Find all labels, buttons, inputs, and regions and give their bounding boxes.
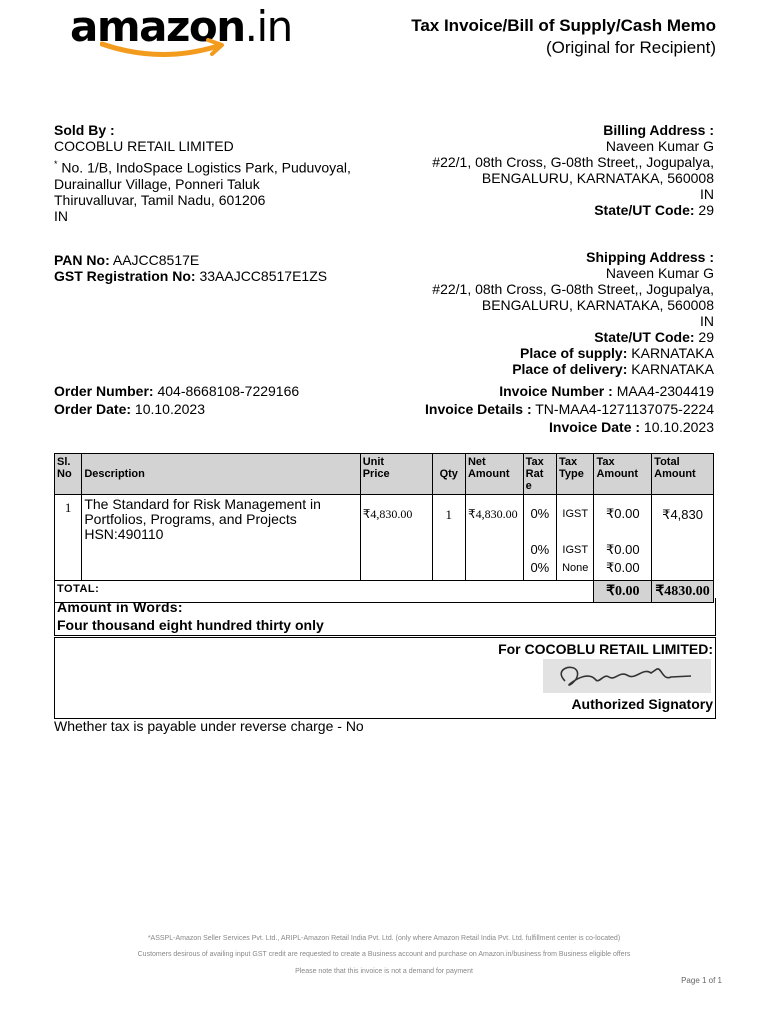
- row-description: The Standard for Risk Management in Portfolios, Programs, and Projects HSN:490110: [82, 495, 360, 581]
- col-unit-price: Unit Price: [360, 454, 432, 495]
- tax-ids: [54, 252, 327, 284]
- total-amount: ₹4830.00: [652, 581, 714, 603]
- order-number: 404-8668108-7229166: [157, 383, 300, 399]
- shipping-name: Naveen Kumar G: [605, 265, 714, 281]
- billing-label: Billing Address :: [603, 122, 714, 138]
- billing-name: Naveen Kumar G: [605, 138, 714, 154]
- billing-line: #22/1, 08th Cross, G-08th Street,, Jogupalya,: [432, 154, 714, 170]
- billing-state-code: 29: [698, 202, 714, 218]
- for-company: For COCOBLU RETAIL LIMITED:: [498, 641, 713, 657]
- total-label: TOTAL:: [55, 581, 594, 603]
- billing-line: BENGALURU, KARNATAKA, 560008: [481, 170, 714, 186]
- invoice-number: MAA4-2304419: [616, 383, 714, 399]
- invoice-date-label: Invoice Date :: [549, 419, 641, 435]
- footer-line-1: *ASSPL-Amazon Seller Services Pvt. Ltd., ARIPL-Amazon Retail India Pvt. Ltd. (only where Amazon Retail India Pvt. Ltd. fulfillment center is co-located): [147, 935, 621, 942]
- table-row: [55, 495, 714, 581]
- row-net-amount: ₹4,830.00: [465, 495, 523, 581]
- shipping-line: IN: [700, 313, 714, 329]
- col-tax-amount: Tax Amount: [594, 454, 652, 495]
- col-net-amount: Net Amount: [465, 454, 523, 495]
- items-table: [54, 453, 714, 603]
- order-number-label: Order Number:: [54, 383, 154, 399]
- seller-name: COCOBLU RETAIL LIMITED: [54, 138, 234, 154]
- amount-in-words-value: Four thousand eight hundred thirty only: [57, 617, 324, 633]
- asterisk: *: [54, 159, 58, 169]
- col-tax-rate: Tax Rat e: [523, 454, 556, 495]
- total-tax: ₹0.00: [594, 581, 652, 603]
- logo-brand: amazon: [70, 2, 245, 51]
- order-date: 10.10.2023: [134, 401, 205, 417]
- place-of-delivery: KARNATAKA: [631, 361, 714, 377]
- invoice-details-label: Invoice Details :: [425, 401, 532, 417]
- invoice-title: Tax Invoice/Bill of Supply/Cash Memo: [411, 16, 716, 35]
- col-sl: Sl. No: [55, 454, 82, 495]
- reverse-charge-note: Whether tax is payable under reverse charge - No: [54, 718, 364, 734]
- row-tax-rates: 0% 0% 0%: [523, 495, 556, 581]
- gst-label: GST Registration No:: [54, 268, 196, 284]
- seller-address-line: Durainallur Village, Ponneri Taluk: [54, 175, 260, 192]
- footer-line-3: Please note that this invoice is not a demand for payment: [295, 968, 473, 975]
- amount-in-words-box: [54, 598, 716, 636]
- sold-by-label: Sold By :: [54, 122, 115, 138]
- seller-block: [54, 122, 351, 224]
- shipping-line: #22/1, 08th Cross, G-08th Street,, Jogupalya,: [432, 281, 714, 297]
- amount-in-words-label: Amount in Words:: [57, 599, 183, 615]
- row-unit-price: ₹4,830.00: [360, 495, 432, 581]
- row-tax-types: IGST IGST None: [557, 495, 594, 581]
- col-tax-type: Tax Type: [557, 454, 594, 495]
- shipping-state-code: 29: [698, 329, 714, 345]
- gst-value: 33AAJCC8517E1ZS: [199, 268, 328, 284]
- order-block: [54, 382, 299, 418]
- seller-address-line: Thiruvalluvar, Tamil Nadu, 601206: [54, 191, 266, 208]
- shipping-state-label: State/UT Code:: [594, 329, 695, 345]
- place-of-supply: KARNATAKA: [631, 345, 714, 361]
- place-of-delivery-label: Place of delivery:: [512, 361, 628, 377]
- pan-value: AAJCC8517E: [112, 252, 200, 268]
- col-total-amount: Total Amount: [652, 454, 714, 495]
- table-header-row: [55, 454, 714, 495]
- signature-box: [54, 637, 716, 719]
- billing-state-label: State/UT Code:: [594, 202, 695, 218]
- shipping-label: Shipping Address :: [586, 249, 714, 265]
- invoice-title-block: [411, 16, 716, 58]
- footer-line-2: Customers desirous of availing input GST credit are requested to create a Business account and purchase on Amazon.in/business from Business eligible offers: [137, 951, 631, 958]
- order-date-label: Order Date:: [54, 401, 132, 417]
- invoice-date: 10.10.2023: [643, 419, 714, 435]
- row-total-amount: ₹4,830: [652, 495, 714, 581]
- signature-image: [543, 659, 711, 693]
- amazon-logo: [70, 2, 292, 60]
- page-number: Page 1 of 1: [681, 976, 722, 985]
- invoice-block: [425, 382, 714, 436]
- row-tax-amounts: ₹0.00 ₹0.00 ₹0.00: [594, 495, 652, 581]
- shipping-block: [432, 249, 714, 377]
- row-sl: 1: [55, 495, 82, 581]
- invoice-subtitle: (Original for Recipient): [545, 38, 716, 57]
- logo-tld: .in: [244, 2, 292, 51]
- seller-address-line: No. 1/B, IndoSpace Logistics Park, Puduvoyal,: [61, 159, 351, 176]
- invoice-details: TN-MAA4-1271137075-2224: [535, 401, 714, 417]
- row-qty: 1: [432, 495, 465, 581]
- col-qty: Qty: [432, 454, 465, 495]
- shipping-line: BENGALURU, KARNATAKA, 560008: [481, 297, 714, 313]
- place-of-supply-label: Place of supply:: [520, 345, 628, 361]
- col-description: Description: [82, 454, 360, 495]
- billing-line: IN: [700, 186, 714, 202]
- authorized-signatory: Authorized Signatory: [571, 696, 713, 712]
- billing-block: [432, 122, 714, 218]
- invoice-number-label: Invoice Number :: [499, 383, 613, 399]
- smile-arrow-icon: [100, 38, 230, 60]
- pan-label: PAN No:: [54, 252, 110, 268]
- seller-address-line: IN: [54, 207, 68, 224]
